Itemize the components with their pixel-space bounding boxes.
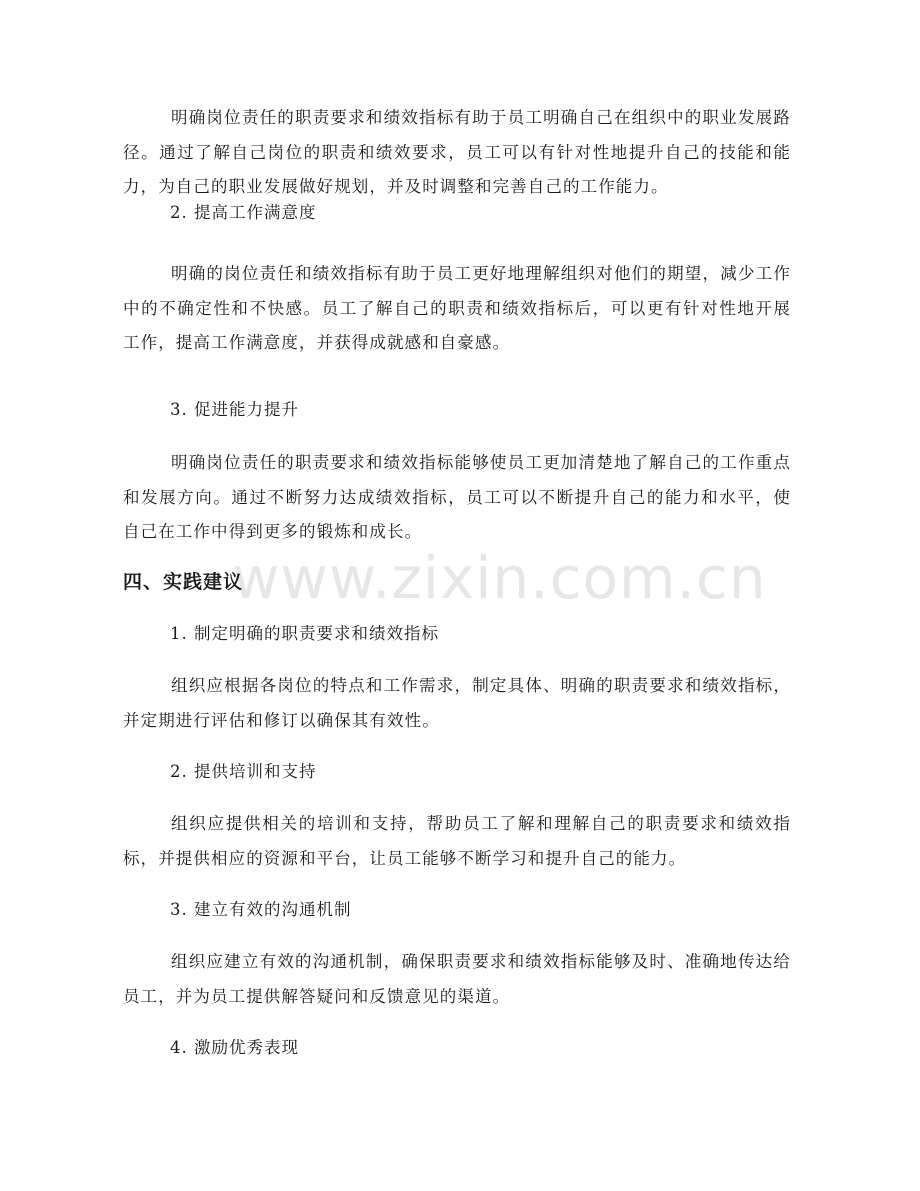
subheading-communication: 3. 建立有效的沟通机制 bbox=[170, 900, 352, 919]
subheading-incentives: 4. 激励优秀表现 bbox=[170, 1038, 299, 1057]
paragraph-career-path: 明确岗位责任的职责要求和绩效指标有助于员工明确自己在组织中的职业发展路径。通过了解自己岗位的职责和绩效要求，员工可以有针对性地提升自己的技能和能力，为自己的职业发展做好规划，并及时调整和完善自己的工作能力。 bbox=[123, 108, 791, 196]
paragraph-ability-improvement: 明确岗位责任的职责要求和绩效指标能够使员工更加清楚地了解自己的工作重点和发展方向。通过不断努力达成绩效指标，员工可以不断提升自己的能力和水平，使自己在工作中得到更多的锻炼和成长。 bbox=[123, 453, 791, 541]
paragraph-job-satisfaction: 明确的岗位责任和绩效指标有助于员工更好地理解组织对他们的期望，减少工作中的不确定性和不快感。员工了解自己的职责和绩效指标后，可以更有针对性地开展工作，提高工作满意度，并获得成就感和自豪感。 bbox=[123, 264, 791, 352]
watermark: www.zixin.com.cn bbox=[232, 544, 767, 612]
section-heading-practice-suggestions: 四、实践建议 bbox=[123, 571, 244, 593]
paragraph-define-duties: 组织应根据各岗位的特点和工作需求，制定具体、明确的职责要求和绩效指标，并定期进行评估和修订以确保其有效性。 bbox=[123, 676, 791, 730]
paragraph-communication: 组织应建立有效的沟通机制，确保职责要求和绩效指标能够及时、准确地传达给员工，并为员工提供解答疑问和反馈意见的渠道。 bbox=[123, 952, 791, 1006]
subheading-training-support: 2. 提供培训和支持 bbox=[170, 762, 317, 781]
subheading-ability-improvement: 3. 促进能力提升 bbox=[170, 400, 299, 419]
paragraph-training-support: 组织应提供相关的培训和支持，帮助员工了解和理解自己的职责要求和绩效指标，并提供相应的资源和平台，让员工能够不断学习和提升自己的能力。 bbox=[123, 814, 791, 868]
subheading-job-satisfaction: 2. 提高工作满意度 bbox=[170, 203, 317, 222]
subheading-define-duties: 1. 制定明确的职责要求和绩效指标 bbox=[170, 624, 439, 643]
